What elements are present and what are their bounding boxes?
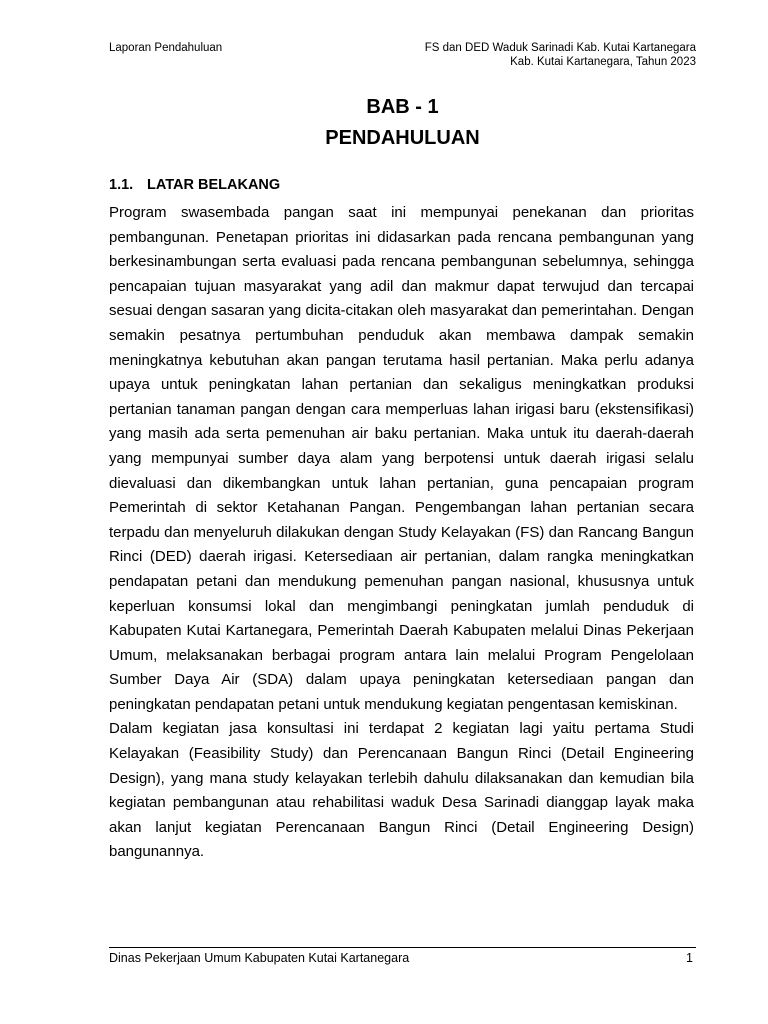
chapter-title: PENDAHULUAN — [325, 127, 480, 149]
section-number: 1.1. — [109, 177, 134, 193]
footer-agency: Dinas Pekerjaan Umum Kabupaten Kutai Kartanegara — [109, 951, 410, 965]
chapter-heading — [109, 92, 696, 154]
section-heading — [109, 176, 280, 194]
page-header — [109, 41, 696, 71]
paragraph: Program swasembada pangan saat ini mempunyai penekanan dan prioritas pembangunan. Penetapan prioritas ini didasarkan pada rencana pembangunan yang berkesinambungan serta evaluasi pada rencana pembangunan sebelumnya, sehingga pencapaian tujuan masyarakat yang adil dan makmur dapat terwujud dan tercapai sesuai dengan sasaran yang dicita-citakan oleh masyarakat dan pemerintahan. Dengan semakin pesatnya pertumbuhan penduduk akan membawa dampak semakin meningkatnya kebutuhan akan pangan terutama hasil pertanian. Maka perlu adanya upaya untuk peningkatan lahan pertanian dan sekaligus meningkatkan produksi pertanian tanaman pangan dengan cara memperluas lahan irigasi baru (ekstensifikasi) yang masih ada serta pemenuhan air baku pertanian. Maka untuk itu daerah-daerah yang mempunyai sumber daya alam yang berpotensi untuk daerah irigasi selalu dievaluasi dan dikembangkan untuk lahan pertanian, guna pencapaian program Pemerintah di sektor Ketahanan Pangan. Pengembangan lahan pertanian secara terpadu dan menyeluruh dilakukan dengan Study Kelayakan (FS) dan Rancang Bangun Rinci (DED) daerah irigasi. Ketersediaan air pertanian, dalam rangka meningkatkan pendapatan petani dan mendukung pemenuhan pangan nasional, khususnya untuk keperluan konsumsi lokal dan mengimbangi peningkatan jumlah penduduk di Kabupaten Kutai Kartanegara, Pemerintah Daerah Kabupaten melalui Dinas Pekerjaan Umum, melaksanakan berbagai program antara lain melalui Program Pengelolaan Sumber Daya Air (SDA) dalam upaya peningkatan ketersediaan pangan dan peningkatan pendapatan petani untuk mendukung kegiatan pengentasan kemiskinan. — [109, 204, 694, 713]
body-text — [109, 201, 694, 865]
header-location-year: Kab. Kutai Kartanegara, Tahun 2023 — [510, 56, 696, 68]
header-project-info — [425, 41, 696, 69]
header-report-title: Laporan Pendahuluan — [109, 42, 223, 54]
header-project-name: FS dan DED Waduk Sarinadi Kab. Kutai Kartanegara — [424, 42, 696, 54]
section-title: LATAR BELAKANG — [147, 177, 281, 193]
paragraph: Dalam kegiatan jasa konsultasi ini terdapat 2 kegiatan lagi yaitu pertama Studi Kelayakan (Feasibility Study) dan Perencanaan Bangun Rinci (Detail Engineering Design), yang mana study kelayakan terlebih dahulu dilaksanakan dan kemudian bila kegiatan pembangunan atau rehabilitasi waduk Desa Sarinadi dianggap layak maka akan lanjut kegiatan Perencanaan Bangun Rinci (Detail Engineering Design) bangunannya. — [109, 720, 694, 861]
chapter-number: BAB - 1 — [366, 96, 439, 118]
page-number: 1 — [686, 951, 693, 965]
page-footer — [109, 947, 696, 966]
